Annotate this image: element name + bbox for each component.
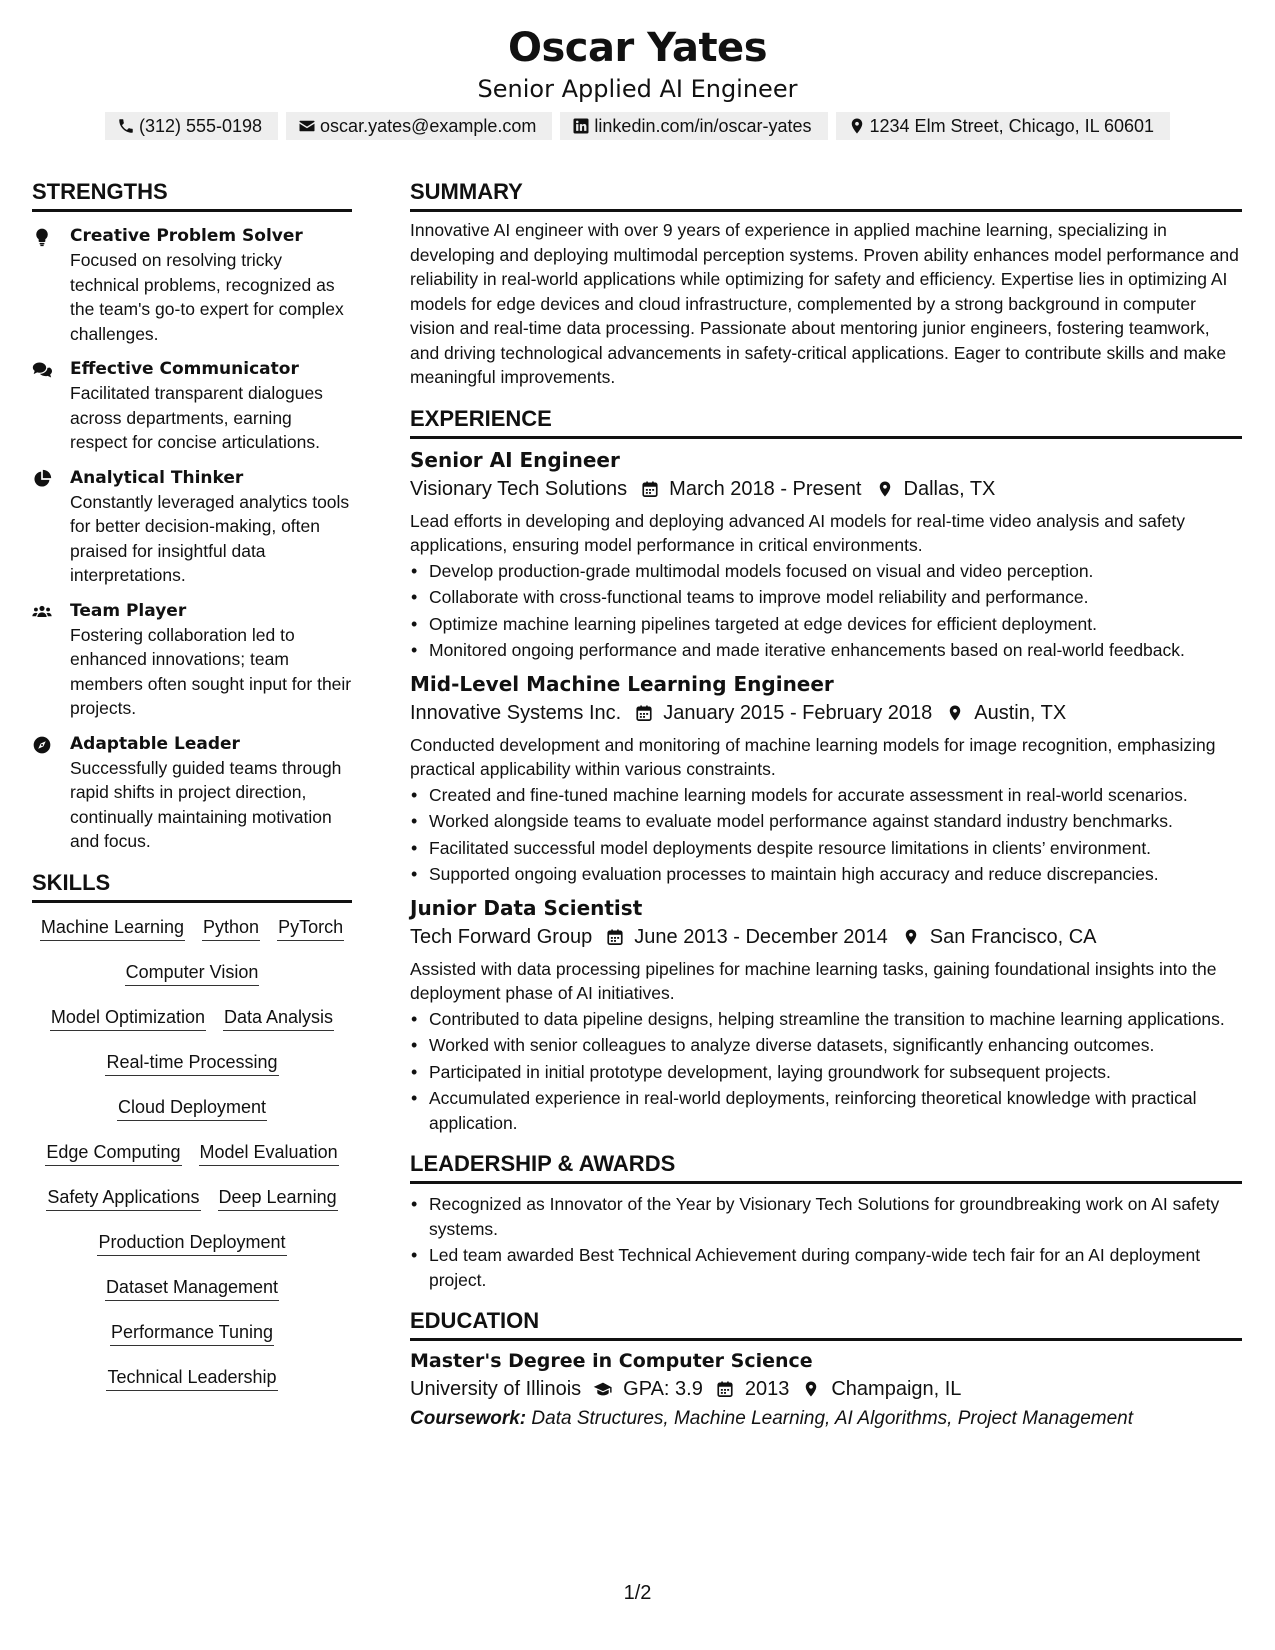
strength-item bbox=[32, 599, 352, 721]
job-location: Dallas, TX bbox=[903, 477, 996, 500]
location-icon bbox=[946, 704, 964, 722]
skill-tag: Real-time Processing bbox=[105, 1050, 278, 1076]
coursework-list: Data Structures, Machine Learning, AI Algorithms, Project Management bbox=[531, 1408, 1134, 1429]
left-column bbox=[32, 177, 352, 1410]
job-bullets bbox=[410, 559, 1242, 663]
bullet-item: • Monitored ongoing performance and made iterative enhancements based on real-world feedback. bbox=[410, 638, 1242, 663]
job-entry bbox=[410, 445, 1242, 663]
contact-email[interactable] bbox=[286, 112, 552, 140]
school-name: University of Illinois bbox=[410, 1378, 582, 1400]
skill-tag: Data Analysis bbox=[223, 1005, 334, 1031]
contact-address-text: 1234 Elm Street, Chicago, IL 60601 bbox=[869, 116, 1155, 136]
skill-row bbox=[32, 1050, 352, 1095]
strength-title: Team Player bbox=[70, 600, 187, 621]
skill-tag: Model Optimization bbox=[50, 1005, 206, 1031]
skill-tag: Computer Vision bbox=[125, 960, 260, 986]
strength-desc: Facilitated transparent dialogues across departments, earning respect for concise articulations. bbox=[70, 383, 323, 452]
users-icon bbox=[32, 602, 52, 622]
job-description: Assisted with data processing pipelines for machine learning tasks, gaining foundational insights into the deployment phase of AI initiatives. bbox=[410, 958, 1217, 1003]
compass-icon bbox=[32, 735, 52, 755]
contact-phone-text: (312) 555-0198 bbox=[138, 116, 263, 136]
skills-list bbox=[32, 915, 352, 1410]
strength-item bbox=[32, 466, 352, 588]
strength-desc: Focused on resolving tricky technical problems, recognized as the team's go-to expert for complex challenges. bbox=[70, 250, 344, 344]
job-location: Austin, TX bbox=[974, 701, 1067, 724]
skill-tag: Technical Leadership bbox=[106, 1365, 277, 1391]
job-entry bbox=[410, 893, 1242, 1136]
job-dates: March 2018 - Present bbox=[669, 477, 862, 500]
candidate-name: Oscar Yates bbox=[507, 25, 767, 71]
skill-tag: Machine Learning bbox=[40, 915, 185, 941]
calendar-icon bbox=[635, 704, 653, 722]
education-heading: EDUCATION bbox=[410, 1306, 1242, 1341]
location-icon bbox=[902, 928, 920, 946]
calendar-icon bbox=[606, 928, 624, 946]
contact-linkedin-text: linkedin.com/in/oscar-yates bbox=[594, 116, 812, 136]
strength-title: Adaptable Leader bbox=[70, 733, 240, 754]
skill-row bbox=[32, 915, 352, 960]
skill-row bbox=[32, 1140, 352, 1185]
job-company: Tech Forward Group bbox=[410, 925, 593, 948]
contact-bar bbox=[0, 112, 1275, 140]
experience-heading: EXPERIENCE bbox=[410, 404, 1242, 439]
job-meta bbox=[410, 923, 1242, 951]
skill-tag: Edge Computing bbox=[45, 1140, 181, 1166]
summary-text: Innovative AI engineer with over 9 years of experience in applied machine learning, specializing in developing and deploying multimodal perception systems. Proven ability enhances model performance and reliability in real-world applications while optimizing for safety and efficiency. Expertise lies in optimizing AI models for edge devices and cloud infrastructure, complemented by a strong background in computer vision and real-time data processing. Passionate about mentoring junior engineers, fostering teamwork, and driving technological advancements in safety-critical applications. Eager to contribute skills and make meaningful improvements. bbox=[410, 220, 1239, 387]
job-description: Conducted development and monitoring of machine learning models for image recognition, emphasizing practical applicability within various constraints. bbox=[410, 734, 1216, 779]
pie-chart-icon bbox=[32, 469, 52, 489]
skill-row bbox=[32, 1275, 352, 1320]
contact-email-text: oscar.yates@example.com bbox=[320, 116, 537, 136]
calendar-icon bbox=[641, 480, 659, 498]
skill-tag: Cloud Deployment bbox=[117, 1095, 267, 1121]
strength-title: Analytical Thinker bbox=[70, 467, 244, 488]
bullet-item: • Accumulated experience in real-world deployments, reinforcing theoretical knowledge with practical application. bbox=[410, 1086, 1242, 1135]
job-dates: June 2013 - December 2014 bbox=[634, 925, 888, 948]
skill-tag: Python bbox=[202, 915, 260, 941]
strengths-list bbox=[32, 224, 352, 854]
bullet-item: • Worked alongside teams to evaluate model performance against standard industry benchmarks. bbox=[410, 809, 1242, 834]
bullet-item: • Collaborate with cross-functional teams to improve model reliability and performance. bbox=[410, 585, 1242, 610]
skill-tag: Performance Tuning bbox=[110, 1320, 274, 1346]
skill-row bbox=[32, 1365, 352, 1410]
job-location: San Francisco, CA bbox=[929, 925, 1097, 948]
strength-title: Effective Communicator bbox=[70, 359, 299, 379]
location-icon bbox=[801, 1380, 821, 1398]
strength-item bbox=[32, 357, 352, 455]
strengths-heading: STRENGTHS bbox=[32, 177, 352, 212]
bullet-item: • Led team awarded Best Technical Achievement during company-wide tech fair for an AI deployment project. bbox=[410, 1243, 1242, 1292]
bullet-item: • Facilitated successful model deployments despite resource limitations in clients’ environment. bbox=[410, 836, 1242, 861]
contact-address[interactable] bbox=[836, 112, 1171, 140]
job-meta bbox=[410, 699, 1242, 727]
job-description: Lead efforts in developing and deploying advanced AI models for real-time video analysis and safety applications, ensuring model performance in critical environments. bbox=[410, 510, 1186, 555]
coursework bbox=[410, 1405, 1242, 1433]
job-bullets bbox=[410, 783, 1242, 887]
location-icon bbox=[848, 117, 866, 135]
gpa: GPA: 3.9 bbox=[623, 1378, 703, 1400]
job-title: Senior AI Engineer bbox=[410, 447, 620, 472]
contact-linkedin[interactable] bbox=[560, 112, 827, 140]
skills-heading: SKILLS bbox=[32, 868, 352, 903]
graduation-year: 2013 bbox=[744, 1378, 790, 1400]
lightbulb-icon bbox=[32, 227, 52, 247]
bullet-item: • Supported ongoing evaluation processes to maintain high accuracy and reduce discrepancies. bbox=[410, 862, 1242, 887]
summary-heading: SUMMARY bbox=[410, 177, 1242, 212]
bullet-item: • Participated in initial prototype development, laying groundwork for subsequent projects. bbox=[410, 1060, 1242, 1085]
skill-row bbox=[32, 1095, 352, 1140]
right-column bbox=[410, 177, 1242, 1433]
location-icon bbox=[876, 480, 894, 498]
education-meta bbox=[410, 1375, 1242, 1403]
strength-desc: Fostering collaboration led to enhanced innovations; team members often sought input for their projects. bbox=[70, 624, 352, 718]
candidate-title: Senior Applied AI Engineer bbox=[477, 75, 798, 103]
strength-title: Creative Problem Solver bbox=[70, 226, 303, 246]
phone-icon bbox=[117, 117, 135, 135]
school-location: Champaign, IL bbox=[831, 1378, 962, 1400]
job-title: Junior Data Scientist bbox=[410, 895, 643, 920]
job-title: Mid-Level Machine Learning Engineer bbox=[410, 671, 834, 696]
degree-title: Master's Degree in Computer Science bbox=[410, 1350, 813, 1372]
bullet-item: • Created and fine-tuned machine learning models for accurate assessment in real-world scenarios. bbox=[410, 783, 1242, 808]
skill-row bbox=[32, 1005, 352, 1050]
job-company: Visionary Tech Solutions bbox=[410, 477, 628, 500]
skill-row bbox=[32, 1320, 352, 1365]
leadership-heading: LEADERSHIP & AWARDS bbox=[410, 1149, 1242, 1184]
contact-phone[interactable] bbox=[105, 112, 278, 140]
skill-row bbox=[32, 1185, 352, 1230]
job-meta bbox=[410, 475, 1242, 503]
leadership-bullets bbox=[410, 1192, 1242, 1292]
bullet-item: • Develop production-grade multimodal models focused on visual and video perception. bbox=[410, 559, 1242, 584]
job-entry bbox=[410, 669, 1242, 887]
email-icon bbox=[298, 117, 316, 135]
skill-row bbox=[32, 1230, 352, 1275]
strength-item bbox=[32, 224, 352, 346]
coursework-label: Coursework: bbox=[410, 1408, 527, 1429]
linkedin-icon bbox=[572, 117, 590, 135]
skill-row bbox=[32, 960, 352, 1005]
bullet-item: • Worked with senior colleagues to analyze diverse datasets, significantly enhancing outcomes. bbox=[410, 1033, 1242, 1058]
skill-tag: Production Deployment bbox=[97, 1230, 286, 1256]
calendar-icon bbox=[715, 1380, 735, 1398]
page-number: 1/2 bbox=[623, 1582, 652, 1604]
bullet-item: • Recognized as Innovator of the Year by Visionary Tech Solutions for groundbreaking work on AI safety systems. bbox=[410, 1192, 1242, 1241]
job-company: Innovative Systems Inc. bbox=[410, 701, 622, 724]
skill-tag: Safety Applications bbox=[46, 1185, 200, 1211]
strength-desc: Constantly leveraged analytics tools for better decision-making, often praised for insightful data interpretations. bbox=[70, 491, 350, 585]
skill-tag: Dataset Management bbox=[105, 1275, 279, 1301]
job-bullets bbox=[410, 1007, 1242, 1136]
comments-icon bbox=[32, 360, 52, 380]
job-dates: January 2015 - February 2018 bbox=[663, 701, 933, 724]
strength-desc: Successfully guided teams through rapid shifts in project direction, continually maintaining motivation and focus. bbox=[70, 757, 342, 851]
bullet-item: • Optimize machine learning pipelines targeted at edge devices for efficient deployment. bbox=[410, 612, 1242, 637]
strength-item bbox=[32, 732, 352, 854]
resume-header bbox=[0, 22, 1275, 140]
skill-tag: Deep Learning bbox=[218, 1185, 338, 1211]
skill-tag: Model Evaluation bbox=[199, 1140, 339, 1166]
skill-tag: PyTorch bbox=[277, 915, 344, 941]
bullet-item: • Contributed to data pipeline designs, helping streamline the transition to machine learning applications. bbox=[410, 1007, 1242, 1032]
graduation-cap-icon bbox=[593, 1380, 613, 1398]
